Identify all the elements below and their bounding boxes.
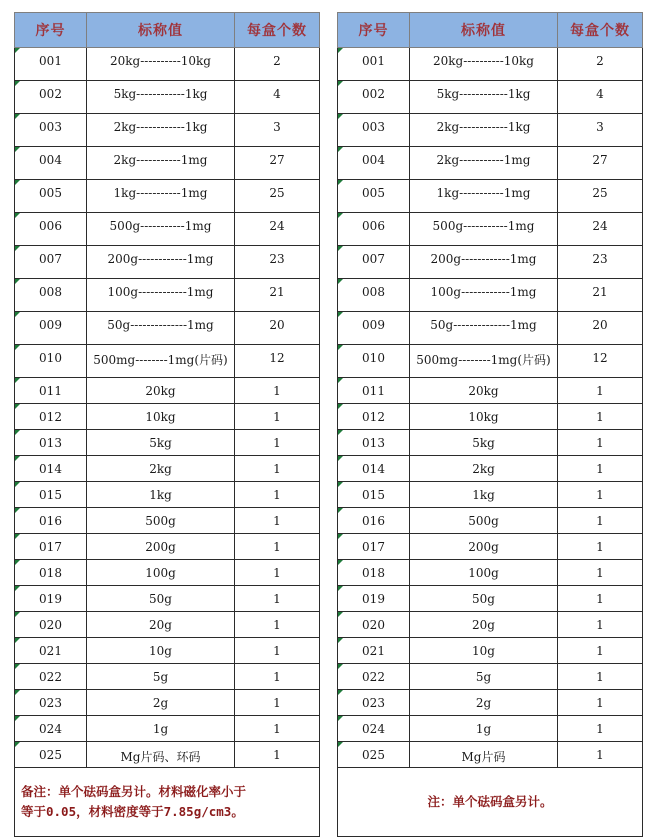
- table-header-row: [15, 13, 320, 48]
- serial-number-cell: 010: [338, 345, 410, 378]
- table-row: [338, 456, 643, 482]
- count-per-box-cell: 21: [235, 279, 320, 312]
- nominal-value-cell: 200g: [410, 534, 558, 560]
- count-per-box-cell: 1: [558, 534, 643, 560]
- nominal-value-cell: 10g: [410, 638, 558, 664]
- table-row: [15, 81, 320, 114]
- table-row: [338, 716, 643, 742]
- table-row: [15, 690, 320, 716]
- nominal-value-cell: 50g: [410, 586, 558, 612]
- count-per-box-cell: 1: [235, 742, 320, 768]
- weights-table-right: [337, 12, 643, 837]
- count-per-box-cell: 1: [558, 612, 643, 638]
- header-count-per-box: 每盒个数: [235, 13, 320, 48]
- serial-number-cell: 004: [15, 147, 87, 180]
- serial-number-cell: 011: [15, 378, 87, 404]
- nominal-value-cell: 500g-----------1mg: [410, 213, 558, 246]
- nominal-value-cell: 2kg: [410, 456, 558, 482]
- nominal-value-cell: 2g: [87, 690, 235, 716]
- nominal-value-cell: 50g--------------1mg: [87, 312, 235, 345]
- serial-number-cell: 001: [338, 48, 410, 81]
- count-per-box-cell: 23: [235, 246, 320, 279]
- serial-number-cell: 017: [15, 534, 87, 560]
- serial-number-cell: 022: [15, 664, 87, 690]
- serial-number-cell: 023: [15, 690, 87, 716]
- serial-number-cell: 007: [338, 246, 410, 279]
- serial-number-cell: 019: [15, 586, 87, 612]
- note-row: [15, 768, 320, 837]
- count-per-box-cell: 25: [558, 180, 643, 213]
- serial-number-cell: 003: [338, 114, 410, 147]
- count-per-box-cell: 1: [235, 404, 320, 430]
- serial-number-cell: 017: [338, 534, 410, 560]
- serial-number-cell: 014: [15, 456, 87, 482]
- count-per-box-cell: 24: [558, 213, 643, 246]
- serial-number-cell: 016: [338, 508, 410, 534]
- table-row: [338, 586, 643, 612]
- header-nominal-value: 标称值: [87, 13, 235, 48]
- table-row: [15, 246, 320, 279]
- serial-number-cell: 018: [338, 560, 410, 586]
- nominal-value-cell: 20kg----------10kg: [410, 48, 558, 81]
- count-per-box-cell: 1: [235, 664, 320, 690]
- nominal-value-cell: 20g: [87, 612, 235, 638]
- nominal-value-cell: Mg片码: [410, 742, 558, 768]
- nominal-value-cell: 200g: [87, 534, 235, 560]
- serial-number-cell: 009: [15, 312, 87, 345]
- count-per-box-cell: 1: [558, 508, 643, 534]
- nominal-value-cell: 1kg: [87, 482, 235, 508]
- nominal-value-cell: 200g------------1mg: [410, 246, 558, 279]
- count-per-box-cell: 1: [558, 560, 643, 586]
- serial-number-cell: 013: [15, 430, 87, 456]
- table-row: [15, 48, 320, 81]
- nominal-value-cell: 50g: [87, 586, 235, 612]
- nominal-value-cell: 5kg------------1kg: [410, 81, 558, 114]
- nominal-value-cell: 20kg: [410, 378, 558, 404]
- serial-number-cell: 025: [15, 742, 87, 768]
- count-per-box-cell: 1: [235, 690, 320, 716]
- nominal-value-cell: 5kg------------1kg: [87, 81, 235, 114]
- nominal-value-cell: 10g: [87, 638, 235, 664]
- table-row: [15, 482, 320, 508]
- serial-number-cell: 015: [15, 482, 87, 508]
- count-per-box-cell: 3: [235, 114, 320, 147]
- count-per-box-cell: 21: [558, 279, 643, 312]
- count-per-box-cell: 27: [235, 147, 320, 180]
- serial-number-cell: 015: [338, 482, 410, 508]
- table-row: [15, 430, 320, 456]
- table-row: [15, 312, 320, 345]
- count-per-box-cell: 1: [558, 716, 643, 742]
- count-per-box-cell: 20: [558, 312, 643, 345]
- nominal-value-cell: Mg片码、环码: [87, 742, 235, 768]
- table-row: [15, 716, 320, 742]
- serial-number-cell: 020: [15, 612, 87, 638]
- table-row: [15, 742, 320, 768]
- serial-number-cell: 009: [338, 312, 410, 345]
- count-per-box-cell: 3: [558, 114, 643, 147]
- serial-number-cell: 005: [15, 180, 87, 213]
- table-row: [15, 213, 320, 246]
- count-per-box-cell: 1: [558, 690, 643, 716]
- nominal-value-cell: 10kg: [410, 404, 558, 430]
- table-row: [338, 404, 643, 430]
- table-row: [338, 430, 643, 456]
- table-row: [338, 638, 643, 664]
- count-per-box-cell: 12: [558, 345, 643, 378]
- table-row: [338, 81, 643, 114]
- count-per-box-cell: 1: [558, 404, 643, 430]
- count-per-box-cell: 25: [235, 180, 320, 213]
- note-cell: [338, 768, 643, 837]
- table-row: [15, 279, 320, 312]
- count-per-box-cell: 1: [235, 534, 320, 560]
- note-line-1: 备注：单个砝码盒另计。材料磁化率小于: [21, 784, 247, 799]
- serial-number-cell: 005: [338, 180, 410, 213]
- nominal-value-cell: 5g: [410, 664, 558, 690]
- table-row: [338, 48, 643, 81]
- nominal-value-cell: 5g: [87, 664, 235, 690]
- nominal-value-cell: 100g------------1mg: [410, 279, 558, 312]
- count-per-box-cell: 1: [235, 456, 320, 482]
- table-row: [338, 482, 643, 508]
- table-row: [338, 664, 643, 690]
- count-per-box-cell: 2: [558, 48, 643, 81]
- nominal-value-cell: 1g: [410, 716, 558, 742]
- nominal-value-cell: 1g: [87, 716, 235, 742]
- table-row: [338, 279, 643, 312]
- count-per-box-cell: 24: [235, 213, 320, 246]
- serial-number-cell: 024: [338, 716, 410, 742]
- count-per-box-cell: 1: [558, 638, 643, 664]
- serial-number-cell: 016: [15, 508, 87, 534]
- serial-number-cell: 002: [338, 81, 410, 114]
- count-per-box-cell: 23: [558, 246, 643, 279]
- serial-number-cell: 002: [15, 81, 87, 114]
- count-per-box-cell: 12: [235, 345, 320, 378]
- table-row: [338, 378, 643, 404]
- table-row: [338, 180, 643, 213]
- nominal-value-cell: 50g--------------1mg: [410, 312, 558, 345]
- count-per-box-cell: 1: [235, 508, 320, 534]
- table-row: [15, 638, 320, 664]
- table-row: [338, 612, 643, 638]
- serial-number-cell: 011: [338, 378, 410, 404]
- table-row: [338, 147, 643, 180]
- table-row: [15, 345, 320, 378]
- count-per-box-cell: 1: [558, 742, 643, 768]
- nominal-value-cell: 500mg--------1mg(片码): [410, 345, 558, 378]
- nominal-value-cell: 1kg: [410, 482, 558, 508]
- count-per-box-cell: 1: [558, 378, 643, 404]
- count-per-box-cell: 20: [235, 312, 320, 345]
- nominal-value-cell: 100g: [87, 560, 235, 586]
- serial-number-cell: 006: [338, 213, 410, 246]
- count-per-box-cell: 1: [558, 586, 643, 612]
- count-per-box-cell: 1: [235, 716, 320, 742]
- count-per-box-cell: 1: [558, 456, 643, 482]
- serial-number-cell: 008: [338, 279, 410, 312]
- nominal-value-cell: 5kg: [410, 430, 558, 456]
- count-per-box-cell: 27: [558, 147, 643, 180]
- nominal-value-cell: 2kg------------1kg: [410, 114, 558, 147]
- nominal-value-cell: 200g------------1mg: [87, 246, 235, 279]
- nominal-value-cell: 2kg: [87, 456, 235, 482]
- table-row: [338, 114, 643, 147]
- nominal-value-cell: 1kg-----------1mg: [87, 180, 235, 213]
- table-body: [15, 48, 320, 768]
- count-per-box-cell: 1: [235, 482, 320, 508]
- table-row: [15, 586, 320, 612]
- table-header-row: [338, 13, 643, 48]
- table-row: [15, 404, 320, 430]
- table-row: [338, 246, 643, 279]
- table-row: [338, 213, 643, 246]
- nominal-value-cell: 2kg-----------1mg: [87, 147, 235, 180]
- nominal-value-cell: 100g------------1mg: [87, 279, 235, 312]
- table-row: [338, 742, 643, 768]
- table-row: [15, 664, 320, 690]
- serial-number-cell: 021: [338, 638, 410, 664]
- serial-number-cell: 001: [15, 48, 87, 81]
- count-per-box-cell: 1: [235, 586, 320, 612]
- serial-number-cell: 007: [15, 246, 87, 279]
- serial-number-cell: 012: [15, 404, 87, 430]
- serial-number-cell: 003: [15, 114, 87, 147]
- count-per-box-cell: 1: [558, 430, 643, 456]
- nominal-value-cell: 500g: [410, 508, 558, 534]
- nominal-value-cell: 500mg--------1mg(片码): [87, 345, 235, 378]
- header-nominal-value: 标称值: [410, 13, 558, 48]
- serial-number-cell: 025: [338, 742, 410, 768]
- nominal-value-cell: 10kg: [87, 404, 235, 430]
- nominal-value-cell: 100g: [410, 560, 558, 586]
- serial-number-cell: 013: [338, 430, 410, 456]
- nominal-value-cell: 20kg: [87, 378, 235, 404]
- header-serial-number: 序号: [15, 13, 87, 48]
- serial-number-cell: 006: [15, 213, 87, 246]
- count-per-box-cell: 4: [558, 81, 643, 114]
- count-per-box-cell: 1: [235, 378, 320, 404]
- note-cell: [15, 768, 320, 837]
- note-line-2: 等于0.05，材料密度等于7.85g/cm3。: [21, 804, 244, 819]
- count-per-box-cell: 1: [235, 638, 320, 664]
- note-row: [338, 768, 643, 837]
- nominal-value-cell: 500g-----------1mg: [87, 213, 235, 246]
- table-row: [15, 147, 320, 180]
- serial-number-cell: 020: [338, 612, 410, 638]
- nominal-value-cell: 500g: [87, 508, 235, 534]
- serial-number-cell: 024: [15, 716, 87, 742]
- serial-number-cell: 014: [338, 456, 410, 482]
- count-per-box-cell: 1: [558, 482, 643, 508]
- count-per-box-cell: 1: [235, 560, 320, 586]
- nominal-value-cell: 2g: [410, 690, 558, 716]
- table-row: [15, 560, 320, 586]
- table-row: [15, 180, 320, 213]
- table-row: [15, 456, 320, 482]
- table-body: [338, 48, 643, 768]
- header-serial-number: 序号: [338, 13, 410, 48]
- serial-number-cell: 019: [338, 586, 410, 612]
- serial-number-cell: 012: [338, 404, 410, 430]
- nominal-value-cell: 20g: [410, 612, 558, 638]
- table-row: [15, 612, 320, 638]
- nominal-value-cell: 2kg-----------1mg: [410, 147, 558, 180]
- table-row: [338, 560, 643, 586]
- table-row: [15, 534, 320, 560]
- table-row: [15, 378, 320, 404]
- table-row: [338, 312, 643, 345]
- weights-table-left: [14, 12, 320, 837]
- header-count-per-box: 每盒个数: [558, 13, 643, 48]
- table-row: [15, 508, 320, 534]
- nominal-value-cell: 5kg: [87, 430, 235, 456]
- table-row: [338, 345, 643, 378]
- serial-number-cell: 021: [15, 638, 87, 664]
- count-per-box-cell: 4: [235, 81, 320, 114]
- table-row: [15, 114, 320, 147]
- serial-number-cell: 018: [15, 560, 87, 586]
- count-per-box-cell: 1: [558, 664, 643, 690]
- serial-number-cell: 010: [15, 345, 87, 378]
- note-text: 注：单个砝码盒另计。: [427, 794, 553, 809]
- nominal-value-cell: 1kg-----------1mg: [410, 180, 558, 213]
- serial-number-cell: 023: [338, 690, 410, 716]
- table-row: [338, 534, 643, 560]
- nominal-value-cell: 20kg----------10kg: [87, 48, 235, 81]
- count-per-box-cell: 1: [235, 612, 320, 638]
- serial-number-cell: 022: [338, 664, 410, 690]
- nominal-value-cell: 2kg------------1kg: [87, 114, 235, 147]
- count-per-box-cell: 2: [235, 48, 320, 81]
- table-row: [338, 508, 643, 534]
- count-per-box-cell: 1: [235, 430, 320, 456]
- serial-number-cell: 008: [15, 279, 87, 312]
- serial-number-cell: 004: [338, 147, 410, 180]
- table-row: [338, 690, 643, 716]
